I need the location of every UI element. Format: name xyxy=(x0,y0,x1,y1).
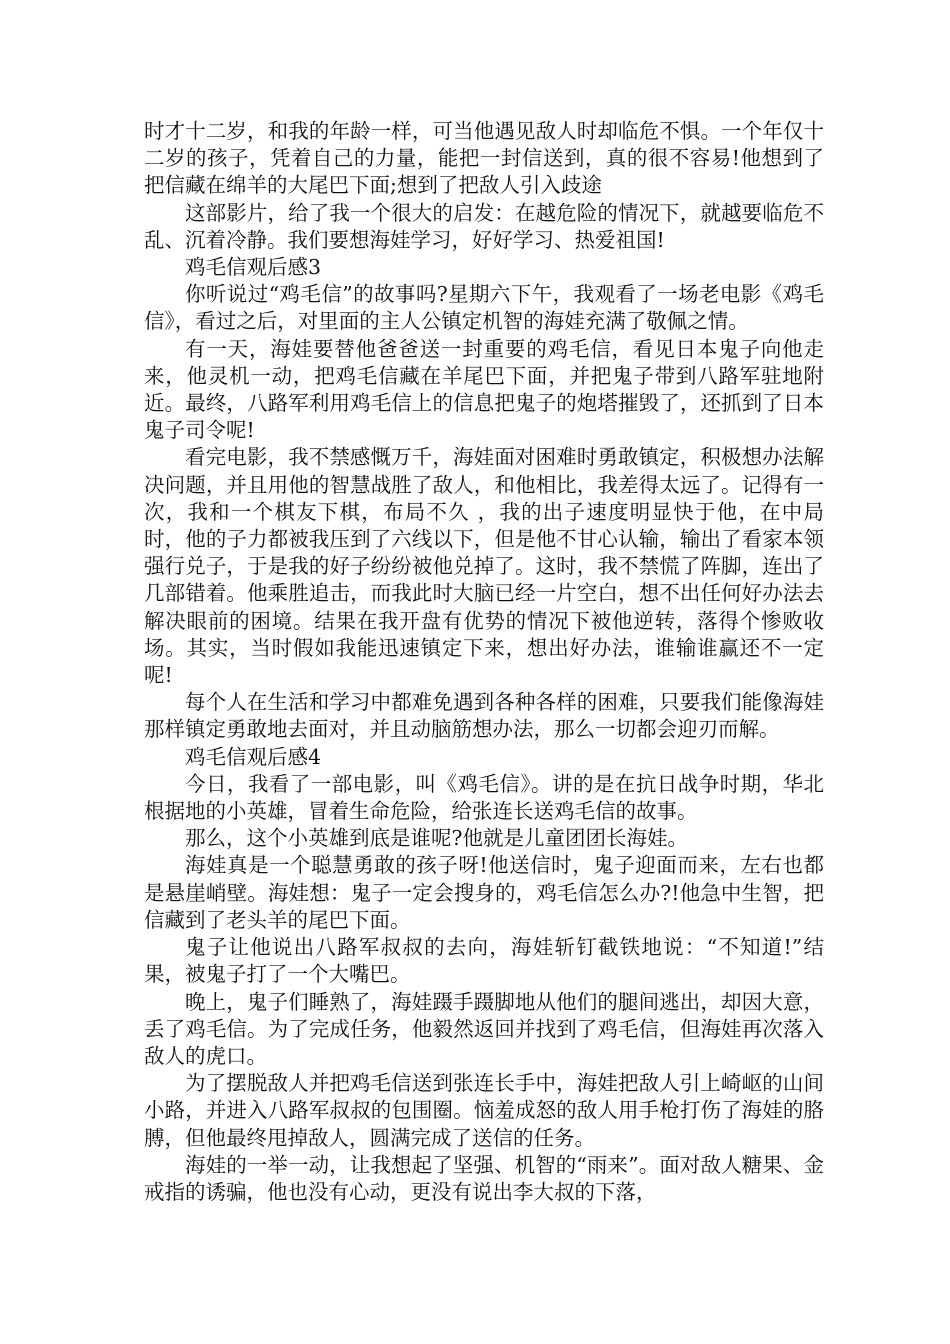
paragraph: 时才十二岁，和我的年龄一样，可当他遇见敌人时却临危不惧。一个年仅十二岁的孩子，凭着自己的力量，能把一封信送到，真的很不容易!他想到了把信藏在绵羊的大尾巴下面;想到了把敌人引入歧途 xyxy=(144,119,824,198)
paragraph: 晚上，鬼子们睡熟了，海娃蹑手蹑脚地从他们的腿间逃出，却因大意，丢了鸡毛信。为了完成任务，他毅然返回并找到了鸡毛信，但海娃再次落入敌人的虎口。 xyxy=(144,989,824,1068)
section-heading: 鸡毛信观后感3 xyxy=(185,255,322,280)
paragraph: 你听说过“鸡毛信”的故事吗?星期六下午，我观看了一场老电影《鸡毛信》，看过之后，对里面的主人公镇定机智的海娃充满了敬佩之情。 xyxy=(144,282,824,334)
paragraph: 这部影片，给了我一个很大的启发：在越危险的情况下，就越要临危不乱、沉着冷静。我们要想海娃学习，好好学习、热爱祖国! xyxy=(144,200,824,252)
paragraph: 海娃真是一个聪慧勇敢的孩子呀!他送信时，鬼子迎面而来，左右也都是悬崖峭壁。海娃想：鬼子一定会搜身的，鸡毛信怎么办?!他急中生智，把信藏到了老头羊的尾巴下面。 xyxy=(144,853,824,932)
paragraph: 看完电影，我不禁感慨万千，海娃面对困难时勇敢镇定，积极想办法解决问题，并且用他的智慧战胜了敌人，和他相比，我差得太远了。记得有一次，我和一个棋友下棋，布局不久 ，我的出子速度明显快于他，在中局时，他的子力都被我压到了六线以下，但是他不甘心认输，输出了看家本领强行兑子，于是我的好子纷纷被他兑掉了。这时，我不禁慌了阵脚，连出了几部错着。他乘胜追击，而我此时大脑已经一片空白，想不出任何好办法去解决眼前的困境。结果在我开盘有优势的情况下被他逆转，落得个惨败收场。其实，当时假如我能迅速镇定下来，想出好办法，谁输谁赢还不一定呢! xyxy=(144,445,824,688)
paragraph: 有一天，海娃要替他爸爸送一封重要的鸡毛信，看见日本鬼子向他走来，他灵机一动，把鸡毛信藏在羊尾巴下面，并把鬼子带到八路军驻地附近。最终，八路军利用鸡毛信上的信息把鬼子的炮塔摧毁了，还抓到了日本鬼子司令呢! xyxy=(144,336,824,443)
paragraph: 今日，我看了一部电影，叫《鸡毛信》。讲的是在抗日战争时期，华北根据地的小英雄，冒着生命危险，给张连长送鸡毛信的故事。 xyxy=(144,771,824,824)
document-page xyxy=(144,118,824,1206)
paragraph: 那么，这个小英雄到底是谁呢?他就是儿童团团长海娃。 xyxy=(185,826,688,851)
section-heading: 鸡毛信观后感4 xyxy=(185,744,322,769)
paragraph: 每个人在生活和学习中都难免遇到各种各样的困难，只要我们能像海娃那样镇定勇敢地去面对，并且动脑筋想办法，那么一切都会迎刃而解。 xyxy=(144,690,824,742)
paragraph: 为了摆脱敌人并把鸡毛信送到张连长手中，海娃把敌人引上崎岖的山间小路，并进入八路军叔叔的包围圈。恼羞成怒的敌人用手枪打伤了海娃的胳膊，但他最终甩掉敌人，圆满完成了送信的任务。 xyxy=(144,1071,824,1150)
paragraph: 海娃的一举一动，让我想起了坚强、机智的“雨来”。面对敌人糖果、金戒指的诱骗，他也没有心动，更没有说出李大叔的下落， xyxy=(144,1152,824,1204)
paragraph: 鬼子让他说出八路军叔叔的去向，海娃斩钉截铁地说：“不知道!”结果，被鬼子打了一个大嘴巴。 xyxy=(144,935,824,987)
